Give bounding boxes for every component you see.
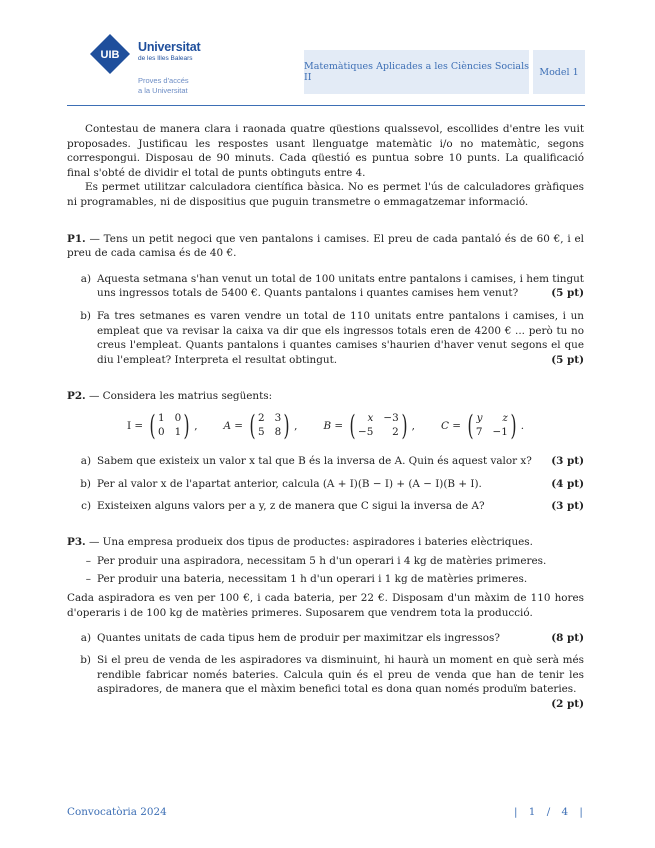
exam-content bbox=[67, 122, 584, 712]
matrix-name: A = bbox=[223, 419, 244, 432]
matrix-cell: z bbox=[502, 412, 508, 425]
matrix-cell: −1 bbox=[492, 426, 508, 439]
part-label: a) bbox=[80, 454, 91, 467]
problem-2-part-a bbox=[67, 454, 584, 469]
matrix-name: C = bbox=[440, 419, 461, 432]
model-label: Model 1 bbox=[533, 50, 585, 94]
course-title: Matemàtiques Aplicades a les Ciències Socials II bbox=[304, 50, 529, 94]
problem-3-part-b bbox=[67, 653, 584, 711]
footer-page-number: | 1 / 4 | bbox=[514, 806, 583, 818]
bullet-text: Per produir una aspiradora, necessitam 5 h d'un operari i 4 kg de matèries primeres. bbox=[97, 555, 547, 568]
part-points: (5 pt) bbox=[551, 287, 584, 300]
part-label: b) bbox=[80, 309, 91, 322]
intro-paragraph-2: Es permet utilitzar calculadora científica bàsica. No es permet l'ús de calculadores gràfiques ni programables, ni de dispositius que puguin transmetre o emmagatzemar informació. bbox=[67, 181, 584, 208]
matrix-cell: 0 bbox=[158, 426, 165, 439]
problem-2-title: P2. bbox=[67, 390, 86, 403]
problem-3-part-a bbox=[67, 631, 584, 646]
part-points: (4 pt) bbox=[551, 477, 584, 490]
matrix-cell: 1 bbox=[174, 426, 182, 439]
problem-2-text: — Considera les matrius següents: bbox=[88, 390, 273, 403]
logo-name: Universitat bbox=[138, 40, 201, 54]
bullet-text: Per produir una bateria, necessitam 1 h d'un operari i 1 kg de matèries primeres. bbox=[97, 572, 528, 585]
logo-badge-text: UIB bbox=[100, 49, 120, 61]
matrix-I: I = ( 1 0 0 1 ) , bbox=[126, 408, 198, 442]
problem-3-text: — Una empresa produeix dos tipus de productes: aspiradores i bateries elèctriques. bbox=[88, 535, 533, 548]
matrix-cell: −3 bbox=[383, 412, 399, 425]
university-logo bbox=[88, 32, 218, 98]
part-label: a) bbox=[80, 272, 91, 285]
matrix-definitions bbox=[67, 408, 584, 442]
part-text: Per al valor x de l'apartat anterior, calcula (A + I)(B − I) + (A − I)(B + I). bbox=[97, 477, 482, 490]
matrix-name: B = bbox=[323, 419, 344, 432]
problem-3-bullet-1 bbox=[67, 554, 584, 569]
logo-subtitle: de les Illes Balears bbox=[138, 55, 193, 62]
matrix-cell: 1 bbox=[158, 412, 165, 425]
logo-tagline-2: a la Universitat bbox=[138, 86, 188, 95]
problem-3-statement bbox=[67, 535, 584, 550]
problem-3-paragraph: Cada aspiradora es ven per 100 €, i cada bateria, per 22 €. Disposam d'un màxim de 110 hores d'operaris i de 100 kg de matèries primeres. Suposarem que vendrem tota la producció. bbox=[67, 592, 584, 620]
bullet-mark: – bbox=[85, 555, 91, 568]
part-label: b) bbox=[80, 654, 91, 667]
part-text: Aquesta setmana s'han venut un total de 100 unitats entre pantalons i camises, i hem tingut uns ingressos totals de 5400 €. Quants pantalons i quantes camises hem venut? bbox=[97, 272, 584, 300]
part-points: (3 pt) bbox=[551, 500, 584, 513]
matrix-cell: 5 bbox=[257, 426, 265, 439]
matrix-name: I = bbox=[126, 419, 144, 432]
matrix-cell: x bbox=[367, 412, 374, 425]
intro-paragraph-1: Contestau de manera clara i raonada quatre qüestions qualssevol, escollides d'entre les vuit proposades. Justificau les respostes usant llenguatge matemàtic i/o no matemàtic, segons correspongui. Disposau de 90 minuts. Cada qüestió es puntua sobre 10 punts. La qualificació final s'obté de dividir el total de punts obtinguts entre 4. bbox=[67, 123, 584, 179]
header-divider bbox=[67, 105, 585, 106]
matrix-C: C = ( y z 7 −1 ) . bbox=[440, 408, 525, 442]
part-points: (5 pt) bbox=[551, 353, 584, 366]
part-text: Quantes unitats de cada tipus hem de produir per maximitzar els ingressos? bbox=[97, 631, 500, 644]
matrix-B: B = ( x −3 −5 2 ) , bbox=[323, 408, 415, 442]
part-points: (8 pt) bbox=[551, 631, 584, 644]
footer-session: Convocatòria 2024 bbox=[67, 806, 167, 818]
problem-3-bullet-2 bbox=[67, 572, 584, 587]
part-label: b) bbox=[80, 477, 91, 490]
matrix-cell: −5 bbox=[358, 426, 374, 439]
part-text: Existeixen alguns valors per a y, z de manera que C sigui la inversa de A? bbox=[97, 500, 485, 513]
problem-1-statement bbox=[67, 232, 584, 261]
matrix-A: A = ( 2 3 5 8 ) , bbox=[223, 408, 298, 442]
logo-tagline-1: Proves d'accés bbox=[138, 76, 189, 85]
part-points: (3 pt) bbox=[551, 454, 584, 467]
part-label: a) bbox=[80, 631, 91, 644]
matrix-cell: 3 bbox=[274, 412, 282, 425]
problem-1-text: — Tens un petit negoci que ven pantalons i camises. El preu de cada pantaló és de 60 €, i el preu de cada camisa és de 40 €. bbox=[67, 232, 584, 260]
problem-2-part-c bbox=[67, 499, 584, 514]
part-text: Si el preu de venda de les aspiradores va disminuint, hi haurà un moment en què serà més rendible fabricar només bateries. Calcula quin és el preu de venda que han de tenir les aspiradores, de manera que el màxim benefici total es dona quan només produïm bateries. bbox=[97, 654, 584, 696]
part-label: c) bbox=[81, 500, 91, 513]
problem-3-title: P3. bbox=[67, 535, 86, 548]
problem-1-part-a bbox=[67, 272, 584, 301]
matrix-cell: 0 bbox=[174, 412, 182, 425]
problem-1-part-b bbox=[67, 309, 584, 367]
matrix-cell: 8 bbox=[274, 426, 282, 439]
part-text: Fa tres setmanes es varen vendre un total de 110 unitats entre pantalons i camises, i un empleat que va revisar la caixa va dir que els ingressos totals eren de 4200 € ... però tu no creus l'empleat. Quants pantalons i quantes camises s'haurien d'haver venut segons el que diu l'empleat? Interpreta el resultat obtingut. bbox=[97, 309, 584, 366]
part-points: (2 pt) bbox=[551, 698, 584, 711]
problem-1-title: P1. bbox=[67, 232, 86, 245]
problem-2-part-b bbox=[67, 477, 584, 492]
bullet-mark: – bbox=[85, 572, 91, 585]
matrix-cell: 2 bbox=[392, 426, 399, 439]
problem-2-statement bbox=[67, 389, 584, 404]
matrix-cell: 7 bbox=[475, 426, 483, 439]
part-text: Sabem que existeix un valor x tal que B és la inversa de A. Quin és aquest valor x? bbox=[97, 454, 532, 467]
matrix-cell: 2 bbox=[257, 412, 265, 425]
matrix-cell: y bbox=[476, 412, 483, 425]
uib-badge-icon bbox=[88, 32, 132, 76]
